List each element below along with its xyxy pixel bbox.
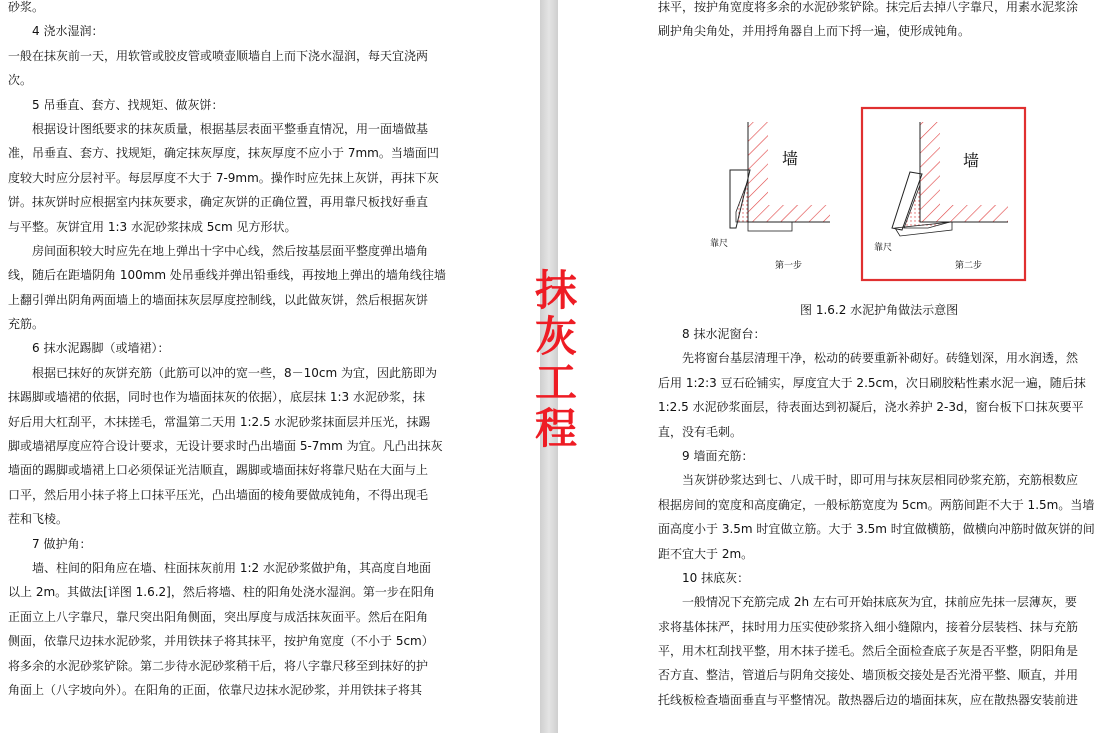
text-line: 正面立上八字靠尺，靠尺突出阳角侧面，突出厚度与成活抹灰面平。然后在阳角 bbox=[8, 609, 429, 624]
text-line: 度较大时应分层衬平。每层厚度不大于 7-9mm。操作时应先抹上灰饼，再抹下灰 bbox=[8, 170, 439, 185]
title-stamp bbox=[526, 268, 586, 452]
step1-wall-label: 墙 bbox=[782, 149, 799, 168]
text-line: 房间面积较大时应先在地上弹出十字中心线，然后按基层面平整度弹出墙角 bbox=[32, 243, 429, 258]
step1-ruler-label: 靠尺 bbox=[710, 239, 729, 249]
text-line: 刷护角尖角处，并用捋角器自上而下捋一遍，使形成钝角。 bbox=[658, 24, 971, 39]
text-line: 10 抹底灰： bbox=[682, 570, 750, 585]
text-line: 6 抹水泥踢脚（或墙裙）： bbox=[32, 341, 170, 356]
text-line: 饼。抹灰饼时应根据室内抹灰要求，确定灰饼的正确位置，再用靠尺板找好垂直 bbox=[8, 195, 429, 210]
step1-diagram bbox=[710, 122, 830, 271]
text-line: 托线板检查墙面垂直与平整情况。散热器后边的墙面抹灰，应在散热器安装前进 bbox=[658, 692, 1079, 707]
stamp-char-3: 工 bbox=[534, 358, 577, 407]
left-page bbox=[0, 0, 540, 733]
text-line: 墙、柱间的阳角应在墙、柱面抹灰前用 1:2 水泥砂浆做护角，其高度自地面 bbox=[32, 560, 431, 575]
right-page-text-top bbox=[658, 0, 1110, 44]
text-line: 直，没有毛刺。 bbox=[658, 424, 743, 439]
text-line: 当灰饼砂浆达到七、八成干时，即可用与抹灰层相同砂浆充筋，充筋根数应 bbox=[682, 473, 1079, 488]
stamp-char-1: 抹 bbox=[534, 266, 577, 315]
text-line: 8 抹水泥窗台： bbox=[682, 327, 766, 341]
text-line: 7 做护角： bbox=[32, 536, 92, 551]
text-line: 与平整。灰饼宜用 1:3 水泥砂浆抹成 5cm 见方形状。 bbox=[8, 219, 297, 234]
text-line: 脚或墙裙厚度应符合设计要求，无设计要求时凸出墙面 5-7mm 为宜。凡凸出抹灰 bbox=[8, 439, 443, 454]
figure-1-6-2 bbox=[690, 100, 1070, 300]
text-line: 1:2.5 水泥砂浆面层，待表面达到初凝后，浇水养护 2-3d，窗台板下口抹灰要平 bbox=[658, 400, 1084, 415]
text-line: 面高度小于 3.5m 时宜做立筋。大于 3.5m 时宜做横筋，做横向冲筋时做灰饼的间 bbox=[658, 522, 1095, 537]
step1-step-label: 第一步 bbox=[775, 261, 803, 271]
left-page-text bbox=[8, 0, 460, 702]
text-line: 好后用大杠刮平，木抹搓毛，常温第二天用 1:2.5 水泥砂浆抹面层并压光，抹踢 bbox=[8, 414, 431, 429]
text-line: 上翻引弹出阴角两面墙上的墙面抹灰层厚度控制线，以此做灰饼，然后根据灰饼 bbox=[8, 292, 429, 307]
right-page-text-bottom bbox=[658, 322, 1110, 712]
text-line: 线，随后在距墙阴角 100mm 处吊垂线并弹出铅垂线，再按地上弹出的墙角线往墙 bbox=[8, 268, 446, 283]
step1-base-strip bbox=[748, 222, 792, 231]
text-line: 一般在抹灰前一天，用软管或胶皮管或喷壶顺墙自上而下浇水湿润，每天宜浇两 bbox=[8, 48, 429, 63]
stamp-char-4: 程 bbox=[534, 404, 577, 453]
text-line: 抹平，按护角宽度将多余的水泥砂浆铲除。抹完后去掉八字靠尺，用素水泥浆涂 bbox=[658, 0, 1079, 14]
step2-diagram bbox=[874, 122, 1008, 271]
text-line: 5 吊垂直、套方、找规矩、做灰饼： bbox=[32, 97, 224, 112]
text-line: 将多余的水泥砂浆铲除。第二步待水泥砂浆稍干后，将八字靠尺移至到抹好的护 bbox=[8, 658, 429, 673]
protective-corner-diagram bbox=[690, 100, 1070, 300]
step2-step-label: 第二步 bbox=[955, 261, 983, 271]
step2-wall-hatch bbox=[920, 122, 1008, 222]
step1-wall-hatch bbox=[748, 122, 830, 222]
text-line: 茬和飞棱。 bbox=[8, 512, 69, 527]
text-line: 9 墙面充筋： bbox=[682, 448, 754, 463]
text-line: 后用 1:2:3 豆石砼铺实，厚度宜大于 2.5cm，次日刷胶粘性素水泥一遍，随后抹 bbox=[658, 375, 1086, 390]
text-line: 距不宜大于 2m。 bbox=[658, 546, 754, 561]
text-line: 口平，然后用小抹子将上口抹平压光，凸出墙面的棱角要做成钝角，不得出现毛 bbox=[8, 487, 429, 502]
step2-ruler-label: 靠尺 bbox=[874, 243, 893, 253]
text-line: 一般情况下充筋完成 2h 左右可开始抹底灰为宜，抹前应先抹一层薄灰，要 bbox=[682, 595, 1077, 610]
text-line: 砂浆。 bbox=[8, 0, 45, 14]
text-line: 充筋。 bbox=[8, 317, 45, 332]
text-line: 平，用木杠刮找平整，用木抹子搓毛。然后全面检查底子灰是否平整，阴阳角是 bbox=[658, 644, 1079, 659]
text-line: 以上 2m。其做法[详图 1.6.2]，然后将墙、柱的阳角处浇水湿润。第一步在阳角 bbox=[8, 585, 435, 600]
text-line: 墙面的踢脚或墙裙上口必须保证光洁顺直，踢脚或墙面抹好将靠尺贴在大面与上 bbox=[8, 463, 429, 478]
text-line: 先将窗台基层清理干净，松动的砖要重新补砌好。砖缝划深，用水润透，然 bbox=[682, 351, 1079, 366]
step2-wall-label: 墙 bbox=[963, 151, 980, 170]
text-line: 4 浇水湿润： bbox=[32, 24, 104, 39]
text-line: 求将基体抹严，抹时用力压实使砂浆挤入细小缝隙内，接着分层装档、抹与充筋 bbox=[658, 619, 1079, 634]
text-line: 准，吊垂直、套方、找规矩，确定抹灰厚度，抹灰厚度不应小于 7mm。当墙面凹 bbox=[8, 146, 439, 161]
figure-caption: 图 1.6.2 水泥护角做法示意图 bbox=[800, 303, 959, 317]
stamp-char-2: 灰 bbox=[534, 312, 577, 361]
text-line: 角面上（八字坡向外）。在阳角的正面，依靠尺边抹水泥砂浆，并用铁抹子将其 bbox=[8, 682, 423, 697]
text-line: 侧面，依靠尺边抹水泥砂浆，并用铁抹子将其抹平，按护角宽度（不小于 5cm） bbox=[8, 634, 434, 649]
text-line: 抹踢脚或墙裙的依据，同时也作为墙面抹灰的依据），底层抹 1:3 水泥砂浆，抹 bbox=[8, 390, 425, 405]
text-line: 次。 bbox=[8, 73, 33, 88]
text-line: 根据已抹好的灰饼充筋（此筋可以冲的宽一些，8－10cm 为宜，因此筋即为 bbox=[32, 365, 438, 380]
text-line: 根据房间的宽度和高度确定，一般标筋宽度为 5cm。两筋间距不大于 1.5m。当墙 bbox=[658, 497, 1095, 512]
step2-highlight-box bbox=[862, 108, 1025, 280]
text-line: 否方直、整洁，管道后与阴角交接处、墙顶板交接处是否光滑平整、顺直，并用 bbox=[658, 668, 1079, 683]
text-line: 根据设计图纸要求的抹灰质量，根据基层表面平整垂直情况，用一面墙做基 bbox=[32, 121, 429, 136]
